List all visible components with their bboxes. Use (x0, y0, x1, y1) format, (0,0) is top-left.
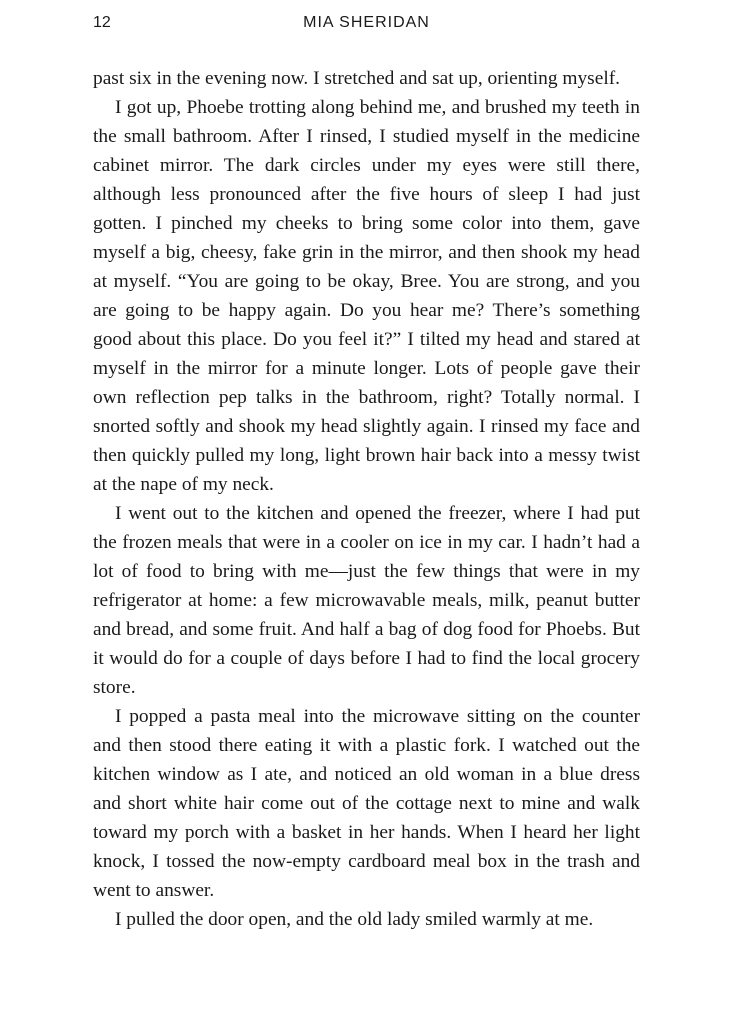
paragraph: I pulled the door open, and the old lady smiled warmly at me. (115, 909, 594, 930)
paragraph: I popped a pasta meal into the microwave sitting on the counter and then stood there eating it with a plastic fork. I watched out the kitchen window as I ate, and noticed an old woman in a blue dress and short white hair come out of the cottage next to mine and walk toward my porch with a basket in her hands. When I heard her light knock, I tossed the now-empty cardboard meal box in the trash and went to answer. (93, 706, 640, 901)
paragraph: I got up, Phoebe trotting along behind me, and brushed my teeth in the small bathroom. After I rinsed, I studied myself in the medicine cabinet mirror. The dark circles under my eyes were still there, although less pronounced after the five hours of sleep I had just gotten. I pinched my cheeks to bring some color into them, gave myself a big, cheesy, fake grin in the mirror, and then shook my head at myself. “You are going to be okay, Bree. You are strong, and you are going to be happy again. Do you hear me? There’s something good about this place. Do you feel it?” I tilted my head and stared at myself in the mirror for a minute longer. Lots of people gave their own reflection pep talks in the bathroom, right? Totally normal. I snorted softly and shook my head slightly again. I rinsed my face and then quickly pulled my long, light brown hair back into a messy twist at the nape of my neck. (93, 97, 640, 495)
page-number: 12 (93, 14, 111, 31)
paragraph: I went out to the kitchen and opened the freezer, where I had put the frozen meals that were in a cooler on ice in my car. I hadn’t had a lot of food to bring with me—just the few things that were in my refrigerator at home: a few microwavable meals, milk, peanut butter and bread, and some fruit. And half a bag of dog food for Phoebs. But it would do for a couple of days before I had to find the local grocery store. (93, 503, 640, 698)
running-head: MIA SHERIDAN (303, 14, 430, 31)
page-header (93, 10, 640, 36)
paragraph-continued: past six in the evening now. I stretched and sat up, orienting myself. (93, 68, 621, 89)
page-body (93, 64, 640, 934)
